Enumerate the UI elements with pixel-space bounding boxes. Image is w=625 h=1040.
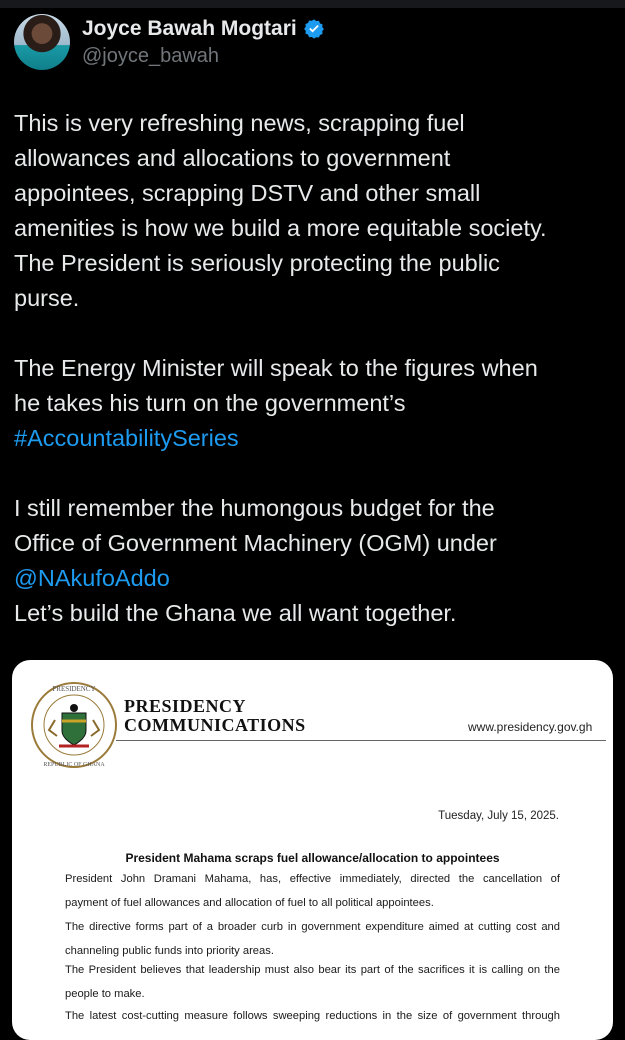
attached-image[interactable]	[12, 660, 613, 1040]
document-paragraph	[65, 958, 560, 1006]
doc-line: The directive forms part of a broader curb in government expenditure aimed at cutting cost and	[65, 921, 560, 933]
display-name[interactable]: Joyce Bawah Mogtari	[82, 16, 297, 40]
document-paragraph	[65, 867, 560, 915]
tweet-paragraph-1	[14, 106, 614, 316]
handle[interactable]: @joyce_bawah	[82, 44, 220, 67]
text-line: The President is seriously protecting the public	[14, 250, 500, 276]
tweet-header	[14, 14, 325, 70]
text-line: The Energy Minister will speak to the figures when	[14, 355, 538, 381]
document-paragraph	[65, 915, 560, 963]
text-line: Office of Government Machinery (OGM) under	[14, 530, 497, 556]
document-paragraph	[65, 1004, 560, 1028]
doc-line: payment of fuel allowances and allocation of fuel to all political appointees.	[65, 897, 434, 909]
document-title: President Mahama scraps fuel allowance/allocation to appointees	[125, 851, 500, 865]
name-row	[82, 17, 325, 41]
document-date: Tuesday, July 15, 2025.	[438, 810, 559, 822]
doc-line: people to make.	[65, 988, 145, 1000]
top-bar	[0, 0, 625, 8]
hashtag-link[interactable]: #AccountabilitySeries	[14, 425, 239, 451]
tweet-paragraph-3	[14, 491, 614, 631]
doc-line: channeling public funds into priority areas.	[65, 945, 274, 957]
svg-text:REPUBLIC OF GHANA: REPUBLIC OF GHANA	[43, 762, 105, 768]
mention-link[interactable]: @NAkufoAddo	[14, 565, 170, 591]
org-name-line1: PRESIDENCY	[124, 696, 247, 716]
text-line: This is very refreshing news, scrapping fuel	[14, 110, 465, 136]
text-line: he takes his turn on the government’s	[14, 390, 406, 416]
coat-of-arms-seal-icon	[29, 680, 119, 770]
text-line: Let’s build the Ghana we all want together.	[14, 600, 457, 626]
avatar[interactable]	[14, 14, 70, 70]
org-name-line2: COMMUNICATIONS	[124, 715, 306, 735]
website-url: www.presidency.gov.gh	[468, 720, 593, 734]
doc-line: President John Dramani Mahama, has, effective immediately, directed the cancellation of	[65, 873, 560, 885]
author-names	[82, 17, 325, 68]
text-line: purse.	[14, 285, 80, 311]
verified-badge-icon	[303, 18, 325, 40]
doc-line: The latest cost-cutting measure follows sweeping reductions in the size of government through	[65, 1010, 560, 1022]
text-line: appointees, scrapping DSTV and other small	[14, 180, 481, 206]
tweet-paragraph-2	[14, 351, 614, 456]
doc-line: The President believes that leadership must also bear its part of the sacrifices it is calling on the	[65, 964, 560, 976]
svg-text:PRESIDENCY: PRESIDENCY	[52, 685, 96, 693]
header-divider	[116, 740, 606, 741]
tweet-text	[14, 106, 614, 631]
text-line: I still remember the humongous budget for the	[14, 495, 495, 521]
text-line: amenities is how we build a more equitable society.	[14, 215, 547, 241]
text-line: allowances and allocations to government	[14, 145, 451, 171]
